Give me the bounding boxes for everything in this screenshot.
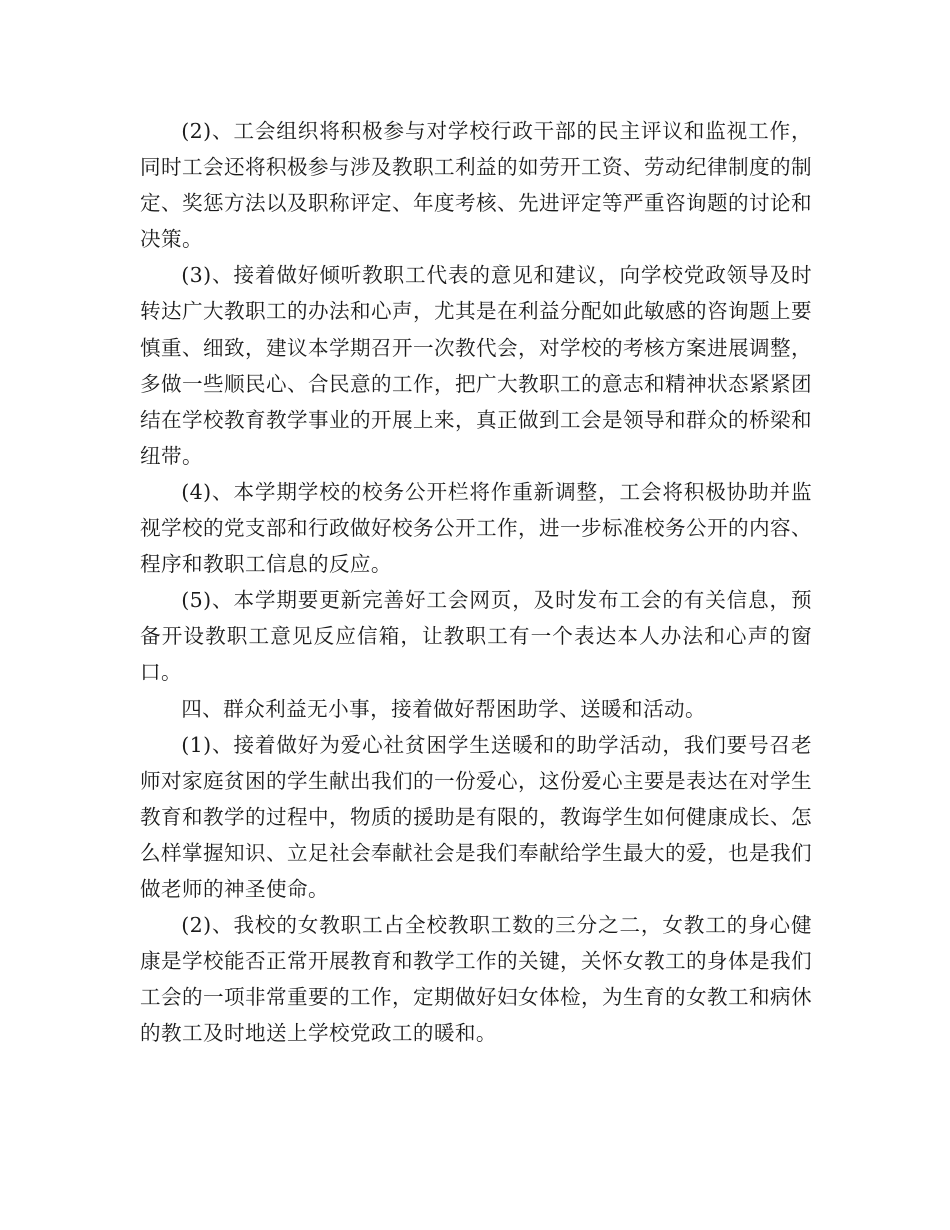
paragraph-union-evaluation: (2)、工会组织将积极参与对学校行政干部的民主评议和监视工作，同时工会还将积极参与涉及教职工利益的如劳开工资、劳动纪律制度的制定、奖惩方法以及职称评定、年度考核、先进评定等严重咨询题的讨论和决策。 <box>140 119 812 252</box>
paragraph-female-staff: (2)、我校的女教职工占全校教职工数的三分之二，女教工的身心健康是学校能否正常开展教育和教学工作的关键，关怀女教工的身体是我们工会的一项非常重要的工作，定期做好妇女体检，为生育的女教工和病休的教工及时地送上学校党政工的暖和。 <box>140 913 812 1046</box>
paragraph-affairs-disclosure: (4)、本学期学校的校务公开栏将作重新调整，工会将积极协助并监视学校的党支部和行政做好校务公开工作，进一步标准校务公开的内容、程序和教职工信息的反应。 <box>140 479 812 577</box>
document-body <box>140 113 812 1051</box>
paragraph-staff-opinions: (3)、接着做好倾听教职工代表的意见和建议，向学校党政领导及时转达广大教职工的办法和心声，尤其是在利益分配如此敏感的咨询题上要慎重、细致，建议本学期召开一次教代会，对学校的考核方案进展调整，多做一些顺民心、合民意的工作，把广大教职工的意志和精神状态紧紧团结在学校教育教学事业的开展上来，真正做到工会是领导和群众的桥梁和纽带。 <box>140 263 812 468</box>
paragraph-union-webpage: (5)、本学期要更新完善好工会网页，及时发布工会的有关信息，预备开设教职工意见反应信箱，让教职工有一个表达本人办法和心声的窗口。 <box>140 588 812 685</box>
paragraph-student-aid: (1)、接着做好为爱心社贫困学生送暖和的助学活动，我们要号召老师对家庭贫困的学生献出我们的一份爱心，这份爱心主要是表达在对学生教育和教学的过程中，物质的援助是有限的，教诲学生如何健康成长、怎么样掌握知识、立足社会奉献社会是我们奉献给学生最大的爱，也是我们做老师的神圣使命。 <box>140 732 812 901</box>
section-heading-four: 四、群众利益无小事，接着做好帮困助学、送暖和活动。 <box>181 696 707 721</box>
